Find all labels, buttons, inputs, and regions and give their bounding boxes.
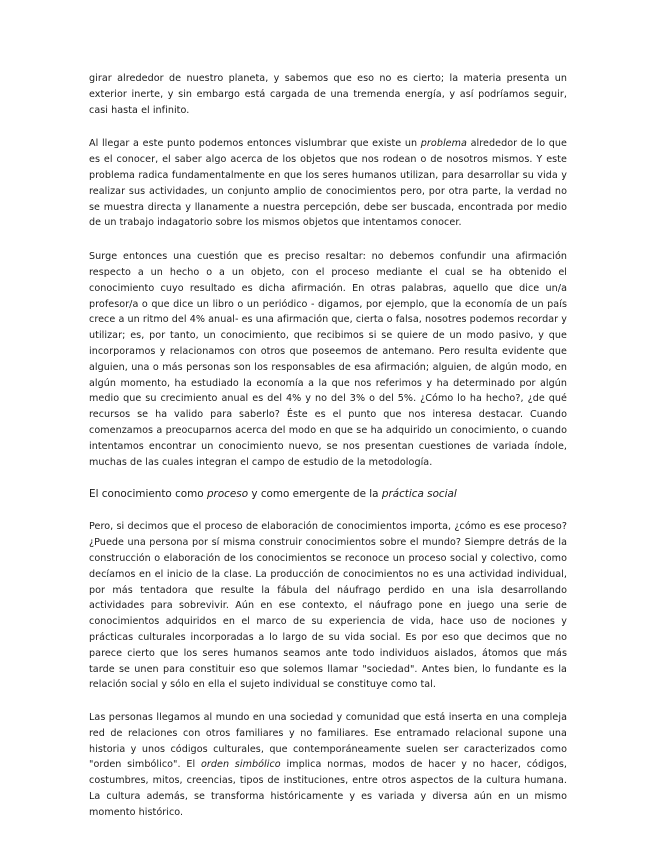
paragraph-3 xyxy=(89,249,567,470)
paragraph-5-emphasis: orden simbólico xyxy=(200,759,281,771)
paragraph-4 xyxy=(89,519,567,693)
paragraph-5 xyxy=(89,710,567,821)
paragraph-2-text-a: Al llegar a este punto podemos entonces vislumbrar que existe un xyxy=(89,138,421,150)
section-heading xyxy=(89,487,567,502)
paragraph-1-text: girar alrededor de nuestro planeta, y sabemos que eso no es cierto; la materia presenta un exterior inerte, y sin embargo está cargada de una tremenda energía, y así podríamos seguir, casi hasta el infinito. xyxy=(89,73,567,116)
paragraph-5-text-b: implica normas, modos de hacer y no hacer, códigos, costumbres, mitos, creencias, tipos de instituciones, entre otros aspectos de la cultura humana. La cultura además, se transforma históricamente y es variada y diversa aún en un mismo momento histórico. xyxy=(89,759,568,818)
paragraph-3-text: Surge entonces una cuestión que es preciso resaltar: no debemos confundir una afirmación respecto a un hecho o a un objeto, con el proceso mediante el cual se ha obtenido el conocimiento cuyo resultado es dicha afirmación. En otras palabras, aquello que dice un/a profesor/a o que dice un libro o un periódico - digamos, por ejemplo, que la economía de un país crece a un ritmo del 4% anual- es una afirmación que, cierta o falsa, nosotres podemos recordar y utilizar; es, por tanto, un conocimiento, que recibimos si se quiere de un modo pasivo, y que incorporamos y relacionamos con otros que poseemos de antemano. Pero resulta evidente que alguien, una o más personas son los responsables de esa afirmación; alguien, de algún modo, en algún momento, ha estudiado la economía a la que nos referimos y ha determinado por algún medio que su crecimiento anual es del 4% y no del 3% o del 5%. ¿Cómo lo ha hecho?, ¿de qué recursos se ha valido para saberlo? Éste es el punto que nos interesa destacar. Cuando comenzamos a preocuparnos acerca del modo en que se ha adquirido un conocimiento, o cuando intentamos encontrar un conocimiento nuevo, se nos presentan cuestiones de variada índole, muchas de las cuales integran el campo de estudio de la metodología. xyxy=(89,251,567,468)
section-heading-text-a: El conocimiento como xyxy=(89,488,207,501)
section-heading-emphasis-1: proceso xyxy=(206,488,249,501)
paragraph-4-text: Pero, si decimos que el proceso de elaboración de conocimientos importa, ¿cómo es ese proceso? ¿Puede una persona por sí misma construir conocimientos sobre el mundo? Siempre detrás de la construcción o elaboración de los conocimientos se reconoce un proceso social y colectivo, como decíamos en el inicio de la clase. La producción de conocimientos no es una actividad individual, por más tentadora que resulte la fábula del náufrago perdido en una isla desarrollando actividades para sobrevivir. Aún en ese contexto, el náufrago pone en juego una serie de conocimientos adquiridos en el marco de su experiencia de vida, hace uso de nociones y prácticas culturales incorporadas a lo largo de su vida social. Es por eso que decimos que no parece cierto que los seres humanos seamos ante todo individuos aislados, átomos que más tarde se unen para constituir eso que solemos llamar "sociedad". Antes bien, lo fundante es la relación social y sólo en ella el sujeto individual se constituye como tal. xyxy=(89,521,567,691)
paragraph-2-text-b: alrededor de lo que es el conocer, el saber algo acerca de los objetos que nos rodean o de nosotros mismos. Y este problema radica fundamentalmente en que los seres humanos utilizan, para desarrollar su vida y realizar sus actividades, un conjunto amplio de conocimientos pero, por otra parte, la verdad no se muestra directa y llanamente a nuestra percepción, debe ser buscada, encontrada por medio de un trabajo indagatorio sobre los mismos objetos que intentamos conocer. xyxy=(89,138,567,229)
section-heading-emphasis-2: práctica social xyxy=(381,488,457,501)
paragraph-5-text-a: Las personas llegamos al mundo en una sociedad y comunidad que está inserta en una compleja red de relaciones con otros familiares y no familiares. Ese entramado relacional supone una historia y unos códigos culturales, que contemporáneamente suelen ser caracterizados como "orden simbólico". El xyxy=(89,712,567,771)
paragraph-2-emphasis: problema xyxy=(420,138,467,150)
paragraph-1 xyxy=(89,71,567,118)
section-heading-text-b: y como emergente de la xyxy=(248,488,382,501)
paragraph-2 xyxy=(89,136,567,231)
